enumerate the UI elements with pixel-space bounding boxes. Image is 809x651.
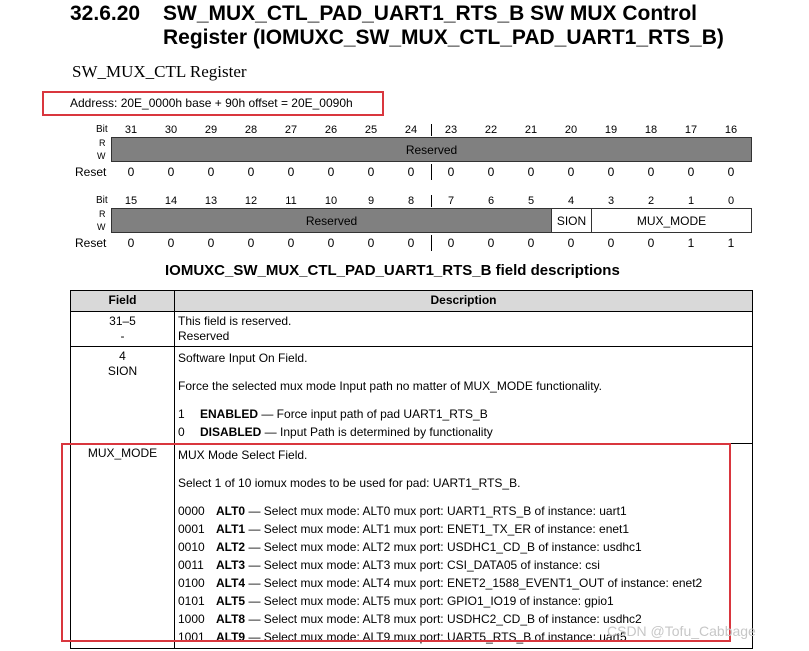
field-name-reserved: - xyxy=(120,329,125,343)
reset-value: 0 xyxy=(567,165,575,179)
alt-mode-code: 1000 xyxy=(178,612,205,626)
reset-value: 0 xyxy=(287,236,295,250)
reset-value: 0 xyxy=(287,165,295,179)
alt-mode-code: 0011 xyxy=(178,558,204,572)
reset-value: 0 xyxy=(167,165,175,179)
reset-value: 0 xyxy=(527,236,535,250)
desc-cell-sion xyxy=(175,347,753,444)
reset-value: 0 xyxy=(407,165,415,179)
bit-number: 16 xyxy=(724,124,738,136)
bit-number: 19 xyxy=(604,124,618,136)
alt-mode-name: ALT5 xyxy=(216,594,246,608)
description-column-header: Description xyxy=(175,291,753,312)
section-title: SW_MUX_CTL_PAD_UART1_RTS_B SW MUX Control Register (IOMUXC_SW_MUX_CTL_PAD_UART1_RTS_B) xyxy=(163,2,724,49)
bit-number: 8 xyxy=(407,195,415,207)
bit-number: 6 xyxy=(487,195,495,207)
field-cell-reserved xyxy=(71,312,175,347)
reset-value: 0 xyxy=(327,165,335,179)
desc-sion-line2: Force the selected mux mode Input path no matter of MUX_MODE functionality. xyxy=(178,379,602,393)
bit-number: 4 xyxy=(567,195,575,207)
read-label-upper: R xyxy=(99,138,106,148)
write-label-upper: W xyxy=(97,151,106,161)
reset-value: 0 xyxy=(487,236,495,250)
bit-number: 11 xyxy=(285,195,297,207)
bit-number: 23 xyxy=(444,124,458,136)
desc-mux-line1: MUX Mode Select Field. xyxy=(178,448,308,462)
field-cell-sion xyxy=(71,347,175,444)
reset-value: 1 xyxy=(727,236,735,250)
field-table-title: IOMUXC_SW_MUX_CTL_PAD_UART1_RTS_B field descriptions xyxy=(165,262,620,279)
bit-label-upper: Bit xyxy=(96,124,108,135)
field-bits-reserved: 31–5 xyxy=(109,314,136,328)
reset-value: 0 xyxy=(447,165,455,179)
upper-reserved-label: Reserved xyxy=(405,143,458,157)
bit-number: 20 xyxy=(564,124,578,136)
bit-number: 28 xyxy=(244,124,258,136)
alt-mode-name: ALT4 xyxy=(216,576,246,590)
bit-number: 25 xyxy=(364,124,378,136)
alt-mode-description: — Select mux mode: ALT2 mux port: USDHC1_CD_B of instance: usdhc1 xyxy=(245,540,642,554)
bit-number: 29 xyxy=(204,124,218,136)
field-name-sion: SION xyxy=(107,364,138,378)
reset-value: 0 xyxy=(567,236,575,250)
alt-mode-name: ALT9 xyxy=(216,630,246,644)
bit-number: 5 xyxy=(527,195,535,207)
reset-value: 0 xyxy=(207,165,215,179)
reset-value: 0 xyxy=(447,236,455,250)
bit-divider-lower xyxy=(431,195,432,207)
mux-mode-label: MUX_MODE xyxy=(636,214,707,228)
reset-value: 0 xyxy=(407,236,415,250)
table-row-reserved xyxy=(71,312,753,347)
bit-number: 17 xyxy=(684,124,698,136)
bit-number: 7 xyxy=(447,195,455,207)
alt-mode-name: ALT8 xyxy=(216,612,246,626)
register-subheading: SW_MUX_CTL Register xyxy=(72,62,247,81)
desc-reserved-line2: Reserved xyxy=(178,329,230,343)
alt-mode-description: — Select mux mode: ALT0 mux port: UART1_RTS_B of instance: uart1 xyxy=(245,504,627,518)
sion-option-disabled-code: 0 xyxy=(178,425,185,439)
bit-number: 12 xyxy=(244,195,258,207)
reset-value: 0 xyxy=(687,165,695,179)
reset-value: 0 xyxy=(487,165,495,179)
alt-mode-code: 0010 xyxy=(178,540,205,554)
lower-reserved-label: Reserved xyxy=(305,214,358,228)
alt-mode-code: 0101 xyxy=(178,594,205,608)
bit-number: 14 xyxy=(164,195,178,207)
bit-number: 26 xyxy=(324,124,338,136)
reset-value: 0 xyxy=(647,165,655,179)
bit-number: 18 xyxy=(644,124,658,136)
lower-bit-numbers xyxy=(0,195,809,207)
alt-mode-description: — Select mux mode: ALT8 mux port: USDHC2_CD_B of instance: usdhc2 xyxy=(245,612,642,626)
bit-number: 9 xyxy=(367,195,375,207)
alt-mode-code: 1001 xyxy=(178,630,205,644)
reset-value: 0 xyxy=(127,165,135,179)
reset-label-upper: Reset xyxy=(75,165,107,179)
sion-label: SION xyxy=(556,214,587,228)
bit-number: 24 xyxy=(404,124,418,136)
bit-divider-upper xyxy=(431,124,432,136)
desc-cell-reserved xyxy=(175,312,753,347)
register-address: Address: 20E_0000h base + 90h offset = 20E_0090h xyxy=(70,96,353,110)
reset-value: 0 xyxy=(327,236,335,250)
bit-number: 0 xyxy=(727,195,735,207)
alt-mode-code: 0001 xyxy=(178,522,205,536)
sion-option-enabled-code: 1 xyxy=(178,407,185,421)
bit-number: 2 xyxy=(647,195,655,207)
alt-mode-name: ALT2 xyxy=(216,540,246,554)
sion-option-disabled-name: DISABLED xyxy=(200,425,262,439)
reset-value: 0 xyxy=(127,236,135,250)
bit-number: 30 xyxy=(164,124,178,136)
table-header-row xyxy=(71,291,753,312)
reset-value: 0 xyxy=(607,236,615,250)
reset-value: 0 xyxy=(207,236,215,250)
reset-value: 0 xyxy=(647,236,655,250)
reset-value: 0 xyxy=(727,165,735,179)
table-row-sion xyxy=(71,347,753,444)
reset-value: 0 xyxy=(367,165,375,179)
mux-mode-field xyxy=(591,208,752,233)
reset-value: 0 xyxy=(167,236,175,250)
reset-value: 0 xyxy=(607,165,615,179)
mux-mode-highlight-box xyxy=(61,443,731,642)
field-name-mux-mode: MUX_MODE xyxy=(87,446,158,460)
bit-number: 21 xyxy=(524,124,538,136)
bit-number: 22 xyxy=(484,124,498,136)
bit-number: 13 xyxy=(204,195,218,207)
alt-mode-code: 0100 xyxy=(178,576,205,590)
reset-value: 0 xyxy=(247,236,255,250)
read-label-lower: R xyxy=(99,209,106,219)
desc-reserved-line1: This field is reserved. xyxy=(178,314,292,328)
desc-mux-line2: Select 1 of 10 iomux modes to be used for pad: UART1_RTS_B. xyxy=(178,476,521,490)
sion-option-disabled xyxy=(178,423,749,441)
bit-label-lower: Bit xyxy=(96,195,108,206)
lower-reset-values xyxy=(0,236,809,252)
bit-number: 1 xyxy=(687,195,695,207)
sion-option-enabled-name: ENABLED xyxy=(200,407,259,421)
alt-mode-description: — Select mux mode: ALT1 mux port: ENET1_TX_ER of instance: enet1 xyxy=(245,522,630,536)
reset-value: 0 xyxy=(367,236,375,250)
alt-mode-name: ALT0 xyxy=(216,504,246,518)
field-column-header: Field xyxy=(71,291,175,312)
watermark: CSDN @Tofu_Cabbage xyxy=(607,623,756,639)
bit-number: 10 xyxy=(324,195,338,207)
reset-value: 0 xyxy=(527,165,535,179)
alt-mode-name: ALT1 xyxy=(216,522,246,536)
upper-bit-numbers xyxy=(0,124,809,136)
alt-mode-code: 0000 xyxy=(178,504,205,518)
reset-value: 0 xyxy=(247,165,255,179)
alt-mode-description: — Select mux mode: ALT3 mux port: CSI_DATA05 of instance: csi xyxy=(245,558,600,572)
field-bits-sion: 4 xyxy=(119,349,126,363)
alt-mode-description: — Select mux mode: ALT5 mux port: GPIO1_IO19 of instance: gpio1 xyxy=(245,594,614,608)
bit-number: 3 xyxy=(607,195,615,207)
alt-mode-name: ALT3 xyxy=(216,558,246,572)
lower-reserved-field xyxy=(111,208,552,233)
reset-value: 1 xyxy=(687,236,695,250)
desc-sion-line1: Software Input On Field. xyxy=(178,351,308,365)
reset-label-lower: Reset xyxy=(75,236,107,250)
upper-reserved-field xyxy=(111,137,752,162)
upper-reset-values xyxy=(0,165,809,181)
section-number: 32.6.20 xyxy=(70,2,141,25)
write-label-lower: W xyxy=(97,222,106,232)
sion-option-enabled xyxy=(178,405,749,423)
sion-option-enabled-text: — Force input path of pad UART1_RTS_B xyxy=(258,407,488,421)
bit-number: 31 xyxy=(124,124,138,136)
bit-number: 15 xyxy=(124,195,138,207)
alt-mode-description: — Select mux mode: ALT4 mux port: ENET2_1588_EVENT1_OUT of instance: enet2 xyxy=(245,576,703,590)
alt-mode-description: — Select mux mode: ALT9 mux port: UART5_RTS_B of instance: uart5 xyxy=(245,630,627,644)
bit-number: 27 xyxy=(284,124,298,136)
sion-field xyxy=(551,208,592,233)
sion-option-disabled-text: — Input Path is determined by functionality xyxy=(261,425,493,439)
